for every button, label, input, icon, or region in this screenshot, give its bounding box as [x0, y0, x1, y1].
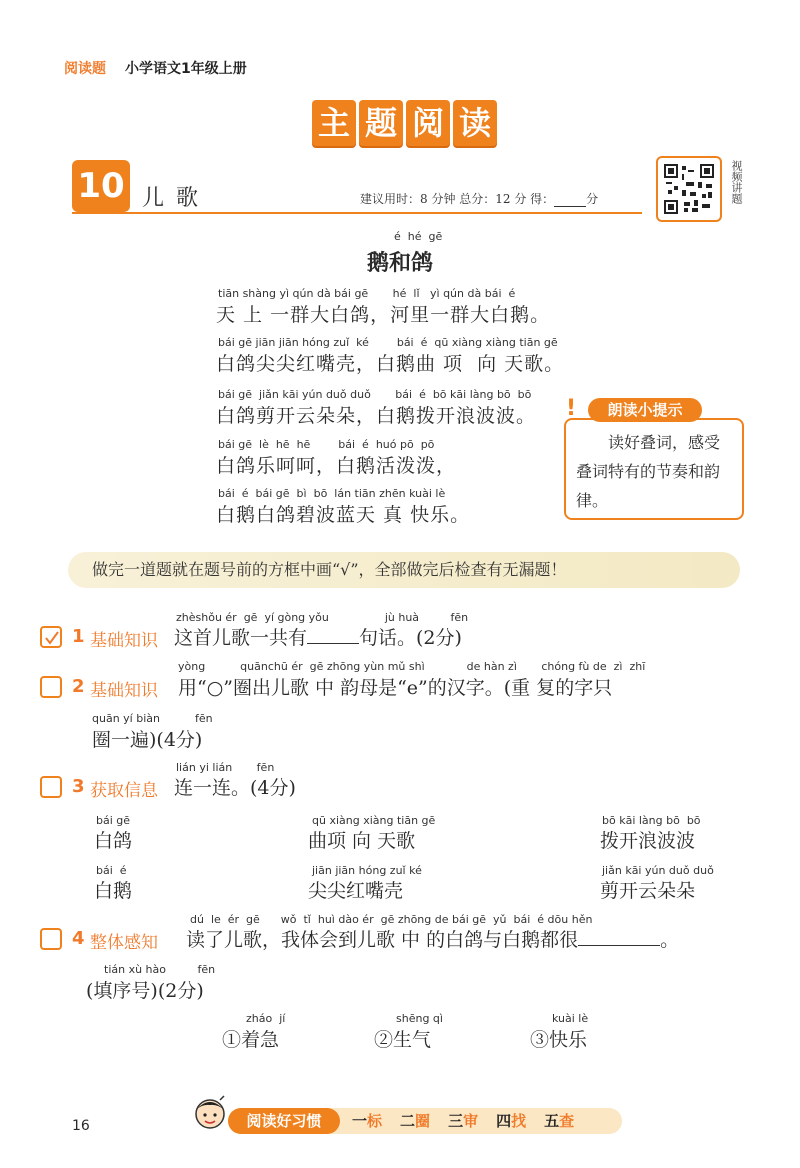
- question-text: 圈一遍)(4分): [92, 729, 203, 751]
- option-pinyin: shēng qì: [396, 1012, 443, 1025]
- banner-char: 阅: [406, 100, 450, 146]
- match-pinyin: qū xiàng xiàng tiān gē: [312, 814, 436, 827]
- match-pinyin: jiān jiān hóng zuǐ ké: [312, 864, 422, 877]
- lesson-name: 儿歌: [142, 186, 211, 211]
- poem-line-pinyin: bái é bái gē bì bō lán tiān zhēn kuài lè: [218, 487, 446, 500]
- question-number: 4: [72, 928, 85, 949]
- option-3[interactable]: ③快乐: [530, 1029, 588, 1051]
- question-pinyin: yòng quānchū ér gē zhōng yùn mǔ shì de hàn zì chóng fù de zì zhī: [178, 660, 646, 673]
- question-text: (填序号)(2分): [86, 980, 204, 1002]
- option-2[interactable]: ②生气: [374, 1029, 432, 1051]
- habit-step: 二圈: [400, 1112, 431, 1130]
- poem-line: 白鸽尖尖红嘴壳，白鹅曲 项 向 天歌。: [216, 353, 565, 375]
- score-blank[interactable]: [554, 194, 586, 207]
- question-tag: 基础知识: [90, 631, 158, 651]
- qr-code[interactable]: [656, 156, 722, 222]
- question-pinyin: quān yí biàn fēn: [92, 712, 213, 725]
- exclamation-icon: !: [566, 396, 577, 421]
- match-pinyin: bō kāi làng bō bō: [602, 814, 701, 827]
- match-item-middle[interactable]: 尖尖红嘴壳: [308, 880, 404, 902]
- reading-tip-text: 读好叠词，感受叠词特有的节奏和韵律。: [576, 433, 721, 510]
- instruction-bar: 做完一道题就在题号前的方框中画“√”，全部做完后检查有无漏题！: [68, 552, 740, 588]
- section-banner: [312, 100, 497, 146]
- question-text-a: 读了儿歌，我体会到儿歌 中 的白鸽与白鹅都很: [186, 929, 579, 951]
- lesson-meta-prefix: 建议用时：8 分钟 总分：12 分 得：: [360, 192, 555, 206]
- habit-steps: [352, 1108, 574, 1134]
- match-pinyin: bái gē: [96, 814, 131, 827]
- option-pinyin: zháo jí: [246, 1012, 286, 1025]
- page-number: 16: [72, 1118, 90, 1134]
- answer-blank[interactable]: [307, 625, 359, 644]
- poem-title-pinyin: é hé gē: [394, 230, 443, 243]
- question-pinyin: dú le ér gē wǒ tǐ huì dào ér gē zhōng de bái gē yǔ bái é dōu hěn: [190, 913, 593, 926]
- lesson-divider: [72, 212, 642, 214]
- habit-step: 五查: [544, 1112, 575, 1130]
- poem-line-pinyin: tiān shàng yì qún dà bái gē hé lǐ yì qún dà bái é: [218, 287, 516, 300]
- student-mascot-icon: [190, 1094, 228, 1136]
- answer-blank[interactable]: [578, 927, 660, 946]
- poem-title: 鹅和鸽: [367, 250, 434, 276]
- question-checkbox-3[interactable]: [40, 776, 62, 798]
- question-text: [174, 623, 462, 650]
- question-text-b: 。: [660, 929, 680, 951]
- banner-char: 主: [312, 100, 356, 146]
- header-tag: 阅读题: [64, 61, 106, 77]
- habit-step: 四找: [496, 1112, 527, 1130]
- question-text: [186, 925, 679, 952]
- lesson-number: 10: [72, 160, 130, 212]
- match-item-right[interactable]: 剪开云朵朵: [600, 880, 696, 902]
- habit-step: 一标: [352, 1112, 383, 1130]
- poem-line: 白鸽剪开云朵朵，白鹅拨开浪波波。: [216, 405, 537, 427]
- question-number: 3: [72, 776, 85, 797]
- checkmark-icon: [43, 629, 61, 647]
- option-1[interactable]: ①着急: [222, 1029, 280, 1051]
- question-checkbox-4[interactable]: [40, 928, 62, 950]
- qr-side-text: 视频讲题: [730, 160, 743, 204]
- poem-line-pinyin: bái gē lè hē hē bái é huó pō pō: [218, 438, 435, 451]
- poem-line-pinyin: bái gē jiǎn kāi yún duǒ duǒ bái é bō kāi làng bō bō: [218, 388, 532, 401]
- match-item-middle[interactable]: 曲项 向 天歌: [308, 830, 416, 852]
- question-number: 1: [72, 626, 85, 647]
- qr-code-icon: [664, 164, 714, 214]
- question-text-a: 这首儿歌一共有: [174, 627, 308, 649]
- question-tag: 获取信息: [90, 781, 158, 801]
- question-text-b: 句话。(2分): [359, 627, 462, 649]
- question-checkbox-1[interactable]: [40, 626, 62, 648]
- lesson-meta-suffix: 分: [586, 192, 599, 206]
- option-pinyin: kuài lè: [552, 1012, 589, 1025]
- match-item-left[interactable]: 白鸽: [94, 830, 133, 852]
- habit-bar-title: 阅读好习惯: [228, 1108, 340, 1134]
- question-pinyin: tián xù hào fēn: [104, 963, 216, 976]
- poem-line: 白鸽乐呵呵，白鹅活泼泼，: [216, 455, 457, 477]
- match-item-left[interactable]: 白鹅: [94, 880, 133, 902]
- question-text: 用“○”圈出儿歌 中 韵母是“e”的汉字。(重 复的字只: [178, 677, 613, 699]
- header-title: 小学语文1年级上册: [125, 61, 247, 77]
- reading-tip-title: 朗读小提示: [588, 398, 702, 422]
- match-pinyin: bái é: [96, 864, 127, 877]
- question-text: 连一连。(4分): [174, 777, 296, 799]
- question-checkbox-2[interactable]: [40, 676, 62, 698]
- poem-line: 白鹅白鸽碧波蓝天 真 快乐。: [216, 504, 471, 526]
- banner-char: 题: [359, 100, 403, 146]
- lesson-meta: [360, 190, 598, 207]
- poem-line-pinyin: bái gē jiān jiān hóng zuǐ ké bái é qū xiàng xiàng tiān gē: [218, 336, 558, 349]
- poem-line: 天 上 一群大白鸽，河里一群大白鹅。: [216, 304, 551, 326]
- question-pinyin: zhèshǒu ér gē yí gòng yǒu jù huà fēn: [176, 611, 469, 624]
- question-number: 2: [72, 676, 85, 697]
- question-tag: 基础知识: [90, 681, 158, 701]
- match-item-right[interactable]: 拨开浪波波: [600, 830, 696, 852]
- question-pinyin: lián yi lián fēn: [176, 761, 275, 774]
- banner-char: 读: [453, 100, 497, 146]
- match-pinyin: jiǎn kāi yún duǒ duǒ: [602, 864, 714, 877]
- habit-step: 三审: [448, 1112, 479, 1130]
- question-tag: 整体感知: [90, 933, 158, 953]
